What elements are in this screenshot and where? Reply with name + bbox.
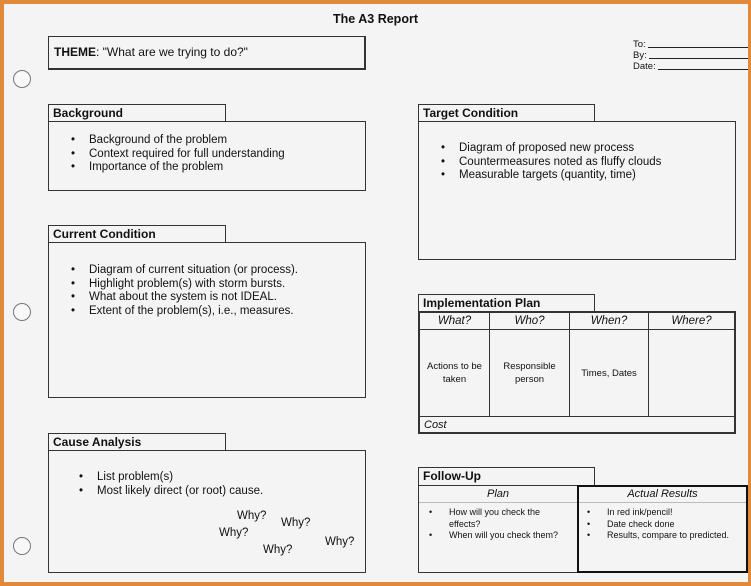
actual-results-box	[577, 485, 748, 573]
to-line[interactable]	[648, 39, 748, 48]
to-label: To:	[633, 39, 646, 50]
target-condition-box	[418, 121, 736, 260]
list-item: • List problem(s)	[79, 471, 365, 485]
page-title: The A3 Report	[333, 12, 418, 26]
target-condition-header: Target Condition	[418, 104, 595, 122]
list-item: • Highlight problem(s) with storm bursts.	[71, 278, 365, 292]
col-where: Where?	[649, 313, 735, 330]
list-item: • Importance of the problem	[71, 161, 365, 175]
list-item: • Diagram of proposed new process	[441, 142, 735, 156]
cell-what: Actions to be taken	[420, 330, 490, 417]
list-item: • Results, compare to predicted.	[587, 530, 740, 542]
list-item: • Measurable targets (quantity, time)	[441, 169, 735, 183]
list-item: • Most likely direct (or root) cause.	[79, 485, 365, 499]
date-line[interactable]	[658, 61, 748, 70]
theme-box	[48, 36, 366, 70]
current-condition-box	[48, 242, 366, 398]
list-item: • Context required for full understanding	[71, 148, 365, 162]
by-line[interactable]	[649, 50, 748, 59]
col-when: When?	[570, 313, 649, 330]
list-item: • Extent of the problem(s), i.e., measures.	[71, 305, 365, 319]
why-label: Why?	[219, 527, 249, 539]
binder-hole-icon	[13, 303, 31, 321]
binder-hole-icon	[13, 70, 31, 88]
binder-hole-icon	[13, 537, 31, 555]
list-item: • How will you check the effects?	[429, 507, 571, 530]
list-item: • In red ink/pencil!	[587, 507, 740, 519]
list-item: • Diagram of current situation (or process).	[71, 264, 365, 278]
date-label: Date:	[633, 61, 656, 72]
col-what: What?	[420, 313, 490, 330]
current-condition-header: Current Condition	[48, 225, 226, 243]
list-item: • When will you check them?	[429, 530, 571, 542]
cell-who: Responsible person	[490, 330, 570, 417]
cause-analysis-box	[48, 450, 366, 573]
implementation-table	[418, 311, 736, 434]
follow-up-header: Follow-Up	[418, 467, 595, 486]
list-item: • Countermeasures noted as fluffy clouds	[441, 156, 735, 170]
theme-label: THEME	[54, 45, 96, 59]
background-box	[48, 121, 366, 191]
why-label: Why?	[281, 517, 311, 529]
plan-title: Plan	[419, 486, 577, 503]
results-title: Actual Results	[579, 487, 746, 503]
cell-when: Times, Dates	[570, 330, 649, 417]
cause-analysis-header: Cause Analysis	[48, 433, 226, 451]
theme-text: : "What are we trying to do?"	[96, 45, 248, 59]
cell-where	[649, 330, 735, 417]
meta-by	[633, 50, 748, 61]
list-item: • Date check done	[587, 519, 740, 531]
follow-up-plan-box	[418, 485, 578, 573]
meta-to	[633, 39, 748, 50]
cost-row: Cost	[420, 417, 735, 433]
why-label: Why?	[325, 536, 355, 548]
meta-date	[633, 61, 748, 72]
list-item: • Background of the problem	[71, 134, 365, 148]
list-item: • What about the system is not IDEAL.	[71, 291, 365, 305]
col-who: Who?	[490, 313, 570, 330]
implementation-plan-header: Implementation Plan	[418, 294, 595, 312]
why-label: Why?	[263, 544, 293, 556]
background-header: Background	[48, 104, 226, 122]
why-label: Why?	[237, 510, 267, 522]
by-label: By:	[633, 50, 647, 61]
